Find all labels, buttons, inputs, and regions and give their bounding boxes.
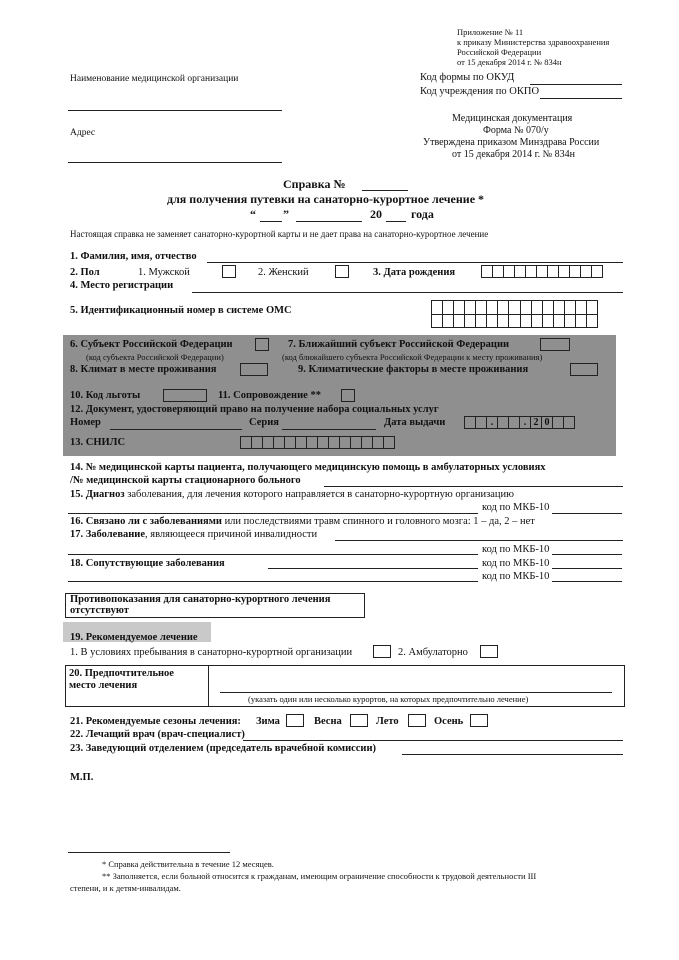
field-14-line-2: /№ медицинской карты стационарного больного [70,475,301,486]
field-5-label: 5. Идентификационный номер в системе ОМС [70,305,292,316]
date-year-word: года [411,207,434,221]
field-3-label: 3. Дата рождения [373,267,456,278]
climate-box[interactable] [240,363,268,376]
title-line-1: Справка № [283,177,346,191]
comorbid-line-1[interactable] [268,568,478,569]
cell: 0 [541,416,553,429]
title-line-2: для получения путевки на санаторно-курортное лечение * [167,192,485,206]
field-20-line-1: 20. Предпочтительное [69,668,174,679]
season-spring-checkbox[interactable] [350,714,368,727]
doc-issue-date-cells[interactable] [464,416,574,429]
approval-line-3: Утверждена приказом Минздрава России [423,137,600,148]
field-15-bold: 15. Диагноз [70,489,125,500]
date-day-line[interactable] [260,221,282,222]
okud-line[interactable] [530,84,622,85]
treatment-option-1: 1. В условиях пребывания в санаторно-курортной организации [70,647,353,658]
snils-cells[interactable] [240,436,394,449]
sex-male-checkbox[interactable] [222,265,236,278]
season-spring-label: Весна [314,716,342,727]
benefit-code-box[interactable] [163,389,207,402]
icd-15-line[interactable] [552,513,622,514]
icd-label-18a: код по МКБ-10 [482,558,550,569]
certificate-number-line[interactable] [362,190,408,191]
field-9-label: 9. Климатические факторы в месте проживания [298,364,529,375]
field-22-label: 22. Лечащий врач (врач-специалист) [70,729,245,740]
okpo-line[interactable] [540,98,622,99]
date-open-quote: “ [250,207,256,221]
icd-17-line[interactable] [552,554,622,555]
doc-series-line[interactable] [282,429,376,430]
footnote-3: степени, и к детям-инвалидам. [70,883,181,893]
escort-box[interactable] [341,389,355,402]
field-15-rest: заболевания, для лечения которого направляется в санаторно-курортную организацию [127,489,515,500]
field-16-label [70,516,535,528]
cell: 2 [530,416,542,429]
field-16-rest: или последствиями травм спинного и головного мозга: 1 – да, 2 – нет [224,516,535,527]
treatment-option-2: 2. Амбулаторно [398,647,468,658]
birth-date-cells[interactable] [481,265,602,278]
field-18-label: 18. Сопутствующие заболевания [70,558,225,569]
field-15-label [70,489,514,501]
full-name-line[interactable] [207,262,623,263]
cell: . [519,416,531,429]
org-name-line[interactable] [68,110,282,111]
doc-series-label: Серия [249,417,279,428]
registration-line[interactable] [192,292,623,293]
field-6-sub: (код субъекта Российской Федерации) [86,352,224,362]
cell[interactable] [383,436,395,449]
season-autumn-checkbox[interactable] [470,714,488,727]
date-close-quote: ” [283,207,289,221]
sex-female-label: 2. Женский [258,267,309,278]
field-21-label: 21. Рекомендуемые сезоны лечения: [70,716,241,727]
contraindications-line-1: Противопоказания для санаторно-курортного лечения [70,594,331,605]
okud-label: Код формы по ОКУД [420,72,515,83]
diagnosis-line[interactable] [68,513,478,514]
org-name-label: Наименование медицинской организации [70,74,239,84]
okpo-label: Код учреждения по ОКПО [420,86,540,97]
field-4-label: 4. Место регистрации [70,280,174,291]
cell: . [486,416,498,429]
icd-label-18b: код по МКБ-10 [482,571,550,582]
sex-female-checkbox[interactable] [335,265,349,278]
field-13-label: 13. СНИЛС [70,437,126,448]
field-17-bold: 17. Заболевание [70,529,145,540]
season-winter-checkbox[interactable] [286,714,304,727]
field-14-line-1: 14. № медицинской карты пациента, получающего медицинскую помощь в амбулаторных условиях [70,462,546,473]
doc-number-label: Номер [70,417,101,428]
climate-factors-box[interactable] [570,363,598,376]
season-autumn-label: Осень [434,716,464,727]
annex-line-2: к приказу Министерства здравоохранения [457,37,610,47]
attending-doctor-line[interactable] [243,740,623,741]
field-19-label: 19. Рекомендуемое лечение [70,632,198,643]
date-month-line[interactable] [296,221,362,222]
field-7-label: 7. Ближайший субъект Российской Федерации [288,339,510,350]
annex-line-3: Российской Федерации [457,47,542,57]
disability-disease-line[interactable] [335,540,623,541]
icd-18a-line[interactable] [552,568,622,569]
field-1-label: 1. Фамилия, имя, отчество [70,251,197,262]
field-11-label: 11. Сопровождение ** [218,390,321,401]
annex-line-4: от 15 декабря 2014 г. № 834н [457,57,562,67]
season-summer-checkbox[interactable] [408,714,426,727]
notice-text: Настоящая справка не заменяет санаторно-курортной карты и не дает права на санаторно-курортное лечение [70,229,489,239]
preferred-place-line[interactable] [220,692,612,693]
oms-number-cells[interactable] [431,300,598,328]
season-summer-label: Лето [376,716,399,727]
disability-disease-line-2[interactable] [68,554,478,555]
approval-line-4: от 15 декабря 2014 г. № 834н [452,149,575,160]
field-20-divider [208,665,209,707]
field-6-label: 6. Субъект Российской Федерации [70,339,233,350]
treatment-option-2-checkbox[interactable] [480,645,498,658]
approval-line-1: Медицинская документация [452,113,573,124]
date-year-prefix: 20 [370,207,382,221]
field-2-label: 2. Пол [70,267,100,278]
address-line[interactable] [68,162,282,163]
subject-code-box[interactable] [255,338,269,351]
address-label: Адрес [70,128,96,138]
card-number-line[interactable] [324,486,623,487]
icd-18b-line[interactable] [552,581,622,582]
footnote-1: * Справка действительна в течение 12 месяцев. [102,859,274,869]
field-23-label: 23. Заведующий отделением (председатель врачебной комиссии) [70,743,377,754]
footnote-2: ** Заполняется, если больной относится к гражданам, имеющим ограничение способности к трудовой деятельности III [102,871,537,881]
field-7-sub: (код ближайшего субъекта Российской Федерации к месту проживания) [282,352,543,362]
cell[interactable] [591,265,603,278]
head-of-department-line[interactable] [402,754,623,755]
treatment-option-1-checkbox[interactable] [373,645,391,658]
doc-number-line[interactable] [110,429,242,430]
field-17-label [70,529,317,541]
field-20-note: (указать один или несколько курортов, на которых предпочтительно лечение) [248,694,529,704]
nearest-subject-code-box[interactable] [540,338,570,351]
date-year-line[interactable] [386,221,406,222]
field-12-label: 12. Документ, удостоверяющий право на получение набора социальных услуг [70,404,439,415]
contraindications-line-2: отсутствуют [70,605,129,616]
field-8-label: 8. Климат в месте проживания [70,364,217,375]
stamp-place-label: М.П. [70,772,94,783]
season-winter-label: Зима [256,716,280,727]
icd-label-15: код по МКБ-10 [482,502,550,513]
field-10-label: 10. Код льготы [70,390,141,401]
doc-issue-date-label: Дата выдачи [384,417,446,428]
field-17-rest: , являющееся причиной инвалидности [145,529,318,540]
icd-label-17: код по МКБ-10 [482,544,550,555]
comorbid-line-2[interactable] [68,581,478,582]
approval-line-2: Форма № 070/у [483,125,549,136]
footnote-separator [68,852,230,853]
sex-male-label: 1. Мужской [138,267,190,278]
cell[interactable] [563,416,575,429]
field-16-bold: 16. Связано ли с заболеваниями [70,516,222,527]
field-20-line-2: место лечения [69,680,138,691]
annex-line-1: Приложение № 11 [457,27,524,37]
